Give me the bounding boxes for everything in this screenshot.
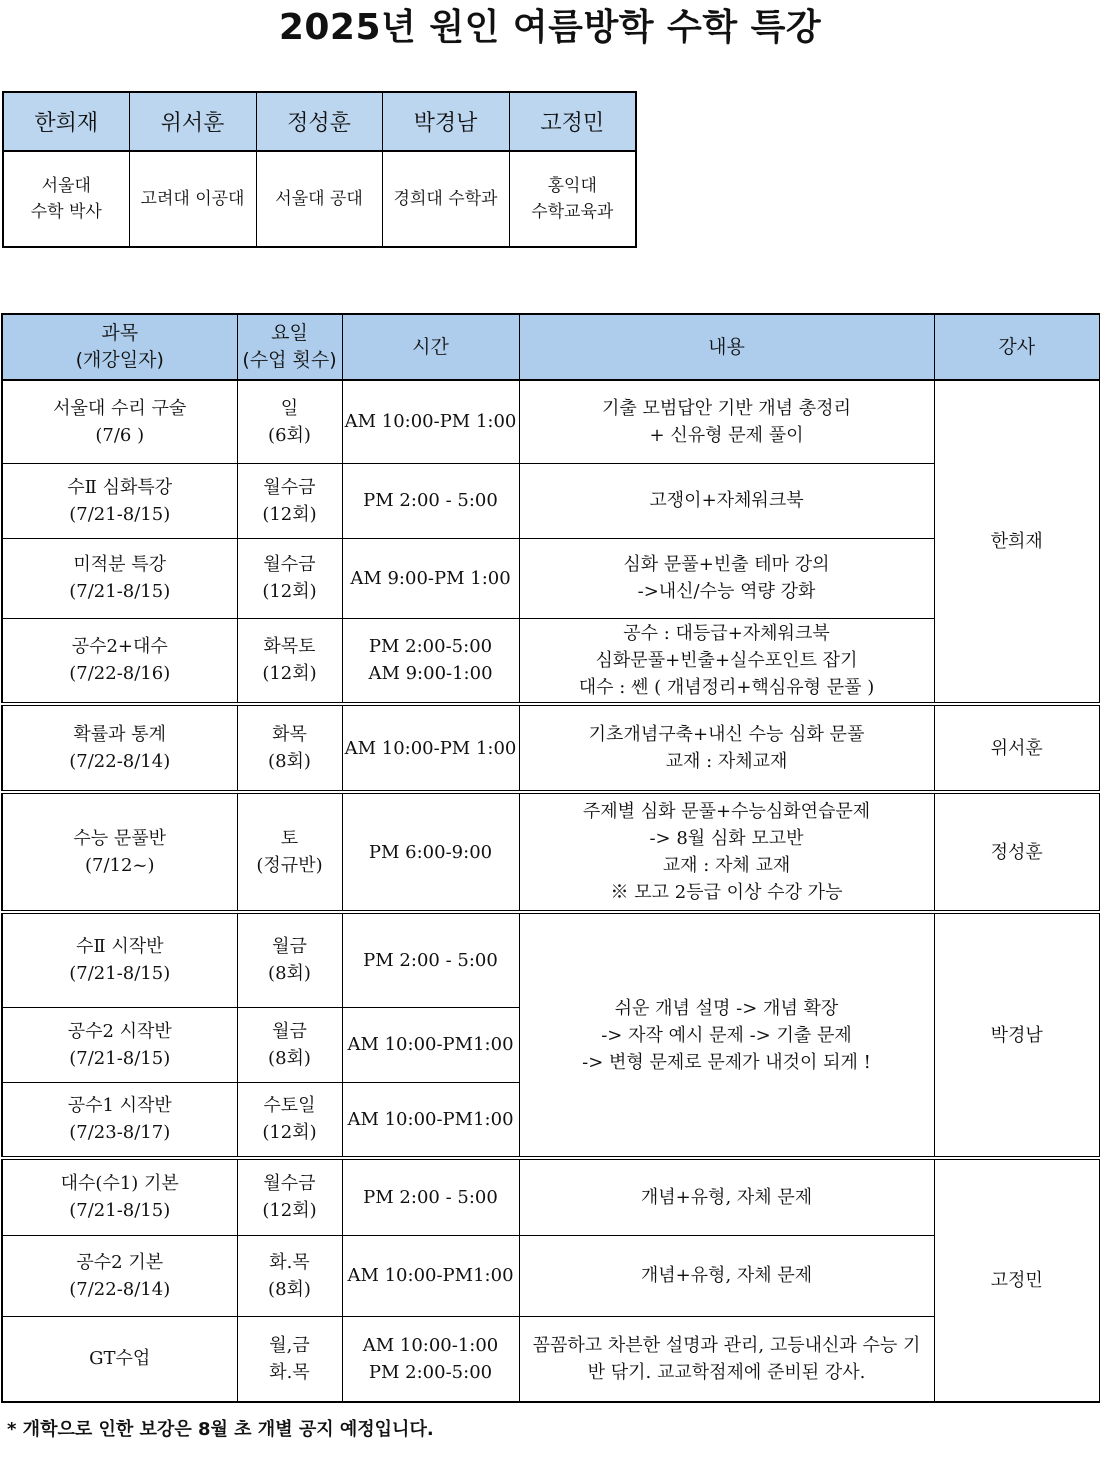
content-cell: 심화 문풀+빈출 테마 강의 ->내신/수능 역량 강화 xyxy=(519,538,934,618)
instructor-table xyxy=(2,91,637,248)
header-course: 과목 (개강일자) xyxy=(2,314,237,380)
course-cell: 공수1 시작반 (7/23-8/17) xyxy=(2,1082,237,1158)
table-row xyxy=(2,380,1100,463)
content-cell: 공수 : 대등급+자체워크북 심화문풀+빈출+실수포인트 잡기 대수 : 쎈 ( 개념정리+핵심유형 문풀 ) xyxy=(519,618,934,704)
day-cell: 토 (정규반) xyxy=(237,792,342,912)
course-cell: 공수2 시작반 (7/21-8/15) xyxy=(2,1007,237,1082)
course-cell: GT수업 xyxy=(2,1316,237,1402)
time-cell: AM 9:00-PM 1:00 xyxy=(342,538,519,618)
course-cell: 수능 문풀반 (7/12~) xyxy=(2,792,237,912)
header-time: 시간 xyxy=(342,314,519,380)
instructor-bio: 홍익대 수학교육과 xyxy=(509,151,636,247)
time-cell: PM 6:00-9:00 xyxy=(342,792,519,912)
time-cell: PM 2:00 - 5:00 xyxy=(342,912,519,1007)
header-teacher: 강사 xyxy=(934,314,1100,380)
course-cell: 수Ⅱ 심화특강 (7/21-8/15) xyxy=(2,463,237,538)
course-cell: 공수2+대수 (7/22-8/16) xyxy=(2,618,237,704)
header-content: 내용 xyxy=(519,314,934,380)
day-cell: 월수금 (12회) xyxy=(237,1158,342,1235)
instructor-bio: 고려대 이공대 xyxy=(129,151,256,247)
schedule-table xyxy=(1,313,1100,1403)
schedule-header-row xyxy=(2,314,1100,380)
time-cell: AM 10:00-PM1:00 xyxy=(342,1082,519,1158)
instructor-bio: 서울대 공대 xyxy=(256,151,382,247)
day-cell: 화목 (8회) xyxy=(237,704,342,792)
time-cell: PM 2:00 - 5:00 xyxy=(342,1158,519,1235)
content-cell: 개념+유형, 자체 문제 xyxy=(519,1158,934,1235)
content-cell: 기초개념구축+내신 수능 심화 문풀 교재 : 자체교재 xyxy=(519,704,934,792)
time-cell: PM 2:00 - 5:00 xyxy=(342,463,519,538)
course-cell: 대수(수1) 기본 (7/21-8/15) xyxy=(2,1158,237,1235)
course-cell: 확률과 통계 (7/22-8/14) xyxy=(2,704,237,792)
day-cell: 월금 (8회) xyxy=(237,1007,342,1082)
time-cell: AM 10:00-PM 1:00 xyxy=(342,380,519,463)
day-cell: 월금 (8회) xyxy=(237,912,342,1007)
day-cell: 일 (6회) xyxy=(237,380,342,463)
time-cell: AM 10:00-1:00 PM 2:00-5:00 xyxy=(342,1316,519,1402)
instructor-name: 한희재 xyxy=(3,92,129,151)
day-cell: 월수금 (12회) xyxy=(237,463,342,538)
time-cell: AM 10:00-PM1:00 xyxy=(342,1235,519,1316)
table-row xyxy=(2,792,1100,912)
header-day: 요일 (수업 횟수) xyxy=(237,314,342,380)
content-cell: 꼼꼼하고 차븐한 설명과 관리, 고등내신과 수능 기 반 닦기. 교교학점제에 준비된 강사. xyxy=(519,1316,934,1402)
instructor-bio: 서울대 수학 박사 xyxy=(3,151,129,247)
instructor-name: 정성훈 xyxy=(256,92,382,151)
page-title: 2025년 원인 여름방학 수학 특강 xyxy=(278,7,822,48)
course-cell: 미적분 특강 (7/21-8/15) xyxy=(2,538,237,618)
instructor-name: 위서훈 xyxy=(129,92,256,151)
content-cell: 고쟁이+자체워크북 xyxy=(519,463,934,538)
teacher-cell: 한희재 xyxy=(934,380,1100,704)
teacher-cell: 위서훈 xyxy=(934,704,1100,792)
footnote: * 개학으로 인한 보강은 8월 초 개별 공지 예정입니다. xyxy=(7,1419,434,1440)
instructor-name-row xyxy=(3,92,636,151)
instructor-bio-row xyxy=(3,151,636,247)
day-cell: 수토일 (12회) xyxy=(237,1082,342,1158)
content-cell: 주제별 심화 문풀+수능심화연습문제 -> 8월 심화 모고반 교재 : 자체 교재 ※ 모고 2등급 이상 수강 가능 xyxy=(519,792,934,912)
teacher-cell: 고정민 xyxy=(934,1158,1100,1402)
instructor-bio: 경희대 수학과 xyxy=(382,151,509,247)
content-cell: 쉬운 개념 설명 -> 개념 확장 -> 자작 예시 문제 -> 기출 문제 -> 변형 문제로 문제가 내것이 되게 ! xyxy=(519,912,934,1158)
table-row xyxy=(2,704,1100,792)
course-cell: 서울대 수리 구술 (7/6 ) xyxy=(2,380,237,463)
day-cell: 월,금 화.목 xyxy=(237,1316,342,1402)
time-cell: AM 10:00-PM1:00 xyxy=(342,1007,519,1082)
instructor-name: 박경남 xyxy=(382,92,509,151)
table-row xyxy=(2,912,1100,1007)
teacher-cell: 정성훈 xyxy=(934,792,1100,912)
day-cell: 화목토 (12회) xyxy=(237,618,342,704)
time-cell: AM 10:00-PM 1:00 xyxy=(342,704,519,792)
content-cell: 기출 모범답안 기반 개념 총정리 + 신유형 문제 풀이 xyxy=(519,380,934,463)
teacher-cell: 박경남 xyxy=(934,912,1100,1158)
instructor-name: 고정민 xyxy=(509,92,636,151)
content-cell: 개념+유형, 자체 문제 xyxy=(519,1235,934,1316)
day-cell: 월수금 (12회) xyxy=(237,538,342,618)
time-cell: PM 2:00-5:00 AM 9:00-1:00 xyxy=(342,618,519,704)
day-cell: 화.목 (8회) xyxy=(237,1235,342,1316)
table-row xyxy=(2,1158,1100,1235)
course-cell: 수Ⅱ 시작반 (7/21-8/15) xyxy=(2,912,237,1007)
course-cell: 공수2 기본 (7/22-8/14) xyxy=(2,1235,237,1316)
